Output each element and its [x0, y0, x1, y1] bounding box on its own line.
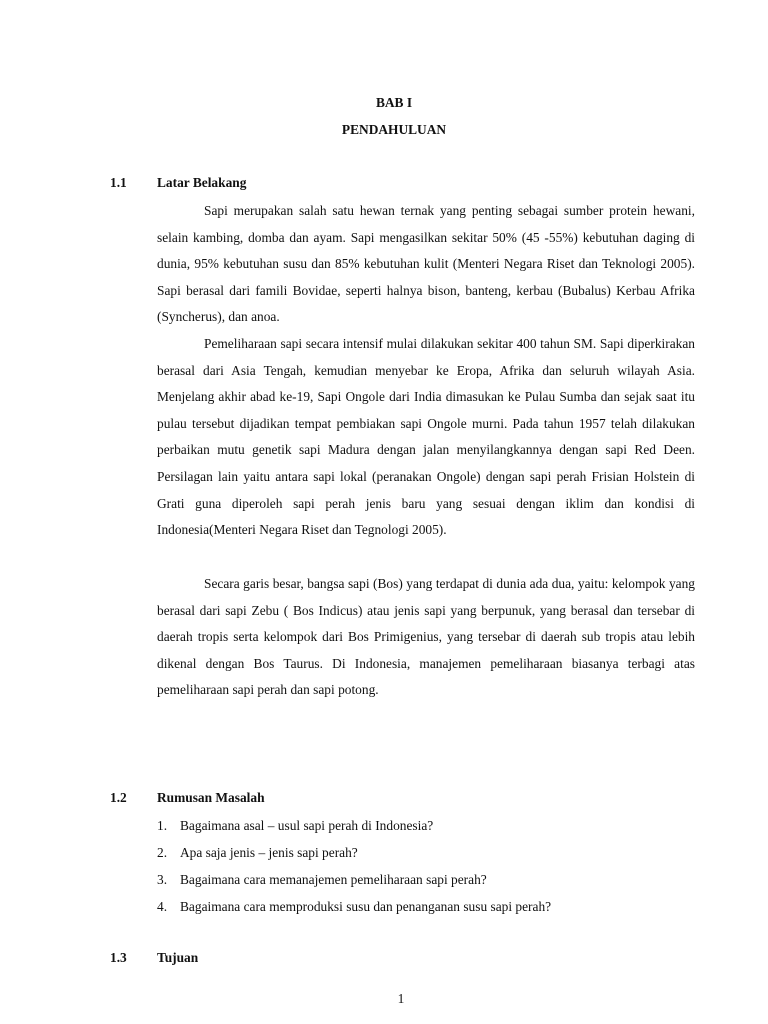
list-item [157, 812, 551, 839]
list-text: Bagaimana cara memanajemen pemeliharaan sapi perah? [180, 872, 487, 887]
list-number: 2. [157, 845, 168, 860]
list-text: Bagaimana asal – usul sapi perah di Indonesia? [180, 818, 434, 833]
paragraph: Pemeliharaan sapi secara intensif mulai dilakukan sekitar 400 tahun SM. Sapi diperkirakan berasal dari Asia Tengah, kemudian menyebar ke Eropa, Afrika dan seluruh wilayah Asia. Menjelang akhir abad ke-19, Sapi Ongole dari India dimasukan ke Pulau Sumba dan sejak saat itu pulau tersebut dijadikan tempat pembiakan sapi Ongole murni. Pada tahun 1957 telah dilakukan perbaikan mutu genetik sapi Madura dengan jalan menyilangkannya dengan sapi Red Deen. Persilagan lain yaitu antara sapi lokal (peranakan Ongole) dengan sapi perah Frisian Holstein di Grati guna diperoleh sapi perah jenis baru yang sesuai dengan iklim dan kondisi di Indonesia(Menteri Negara Riset dan Tegnologi 2005). [157, 336, 695, 538]
section-heading-latar-belakang [110, 175, 246, 191]
section-number: 1.2 [110, 790, 127, 805]
list-number: 1. [157, 818, 168, 833]
list-text: Apa saja jenis – jenis sapi perah? [180, 845, 358, 860]
list-item [157, 866, 551, 893]
section-heading-tujuan [110, 950, 198, 966]
section-title: Latar Belakang [157, 175, 247, 190]
page-number: 1 [397, 991, 405, 1006]
section-number: 1.3 [110, 950, 127, 965]
list-text: Bagaimana cara memproduksi susu dan penanganan susu sapi perah? [180, 899, 552, 914]
list-number: 4. [157, 899, 168, 914]
chapter-number: BAB I [375, 95, 413, 110]
list-number: 3. [157, 872, 168, 887]
section-number: 1.1 [110, 175, 127, 190]
section-title: Rumusan Masalah [157, 790, 265, 805]
section-heading-rumusan-masalah [110, 790, 265, 806]
paragraph: Secara garis besar, bangsa sapi (Bos) yang terdapat di dunia ada dua, yaitu: kelompok yang berasal dari sapi Zebu ( Bos Indicus) atau jenis sapi yang berpunuk, yang berasal dan tersebar di daerah tropis serta kelompok dari Bos Primigenius, yang tersebar di daerah sub tropis atau lebih dikenal dengan Bos Taurus. Di Indonesia, manajemen pemeliharaan biasanya terbagi atas pemeliharaan sapi perah dan sapi potong. [157, 576, 695, 698]
section-title: Tujuan [157, 950, 199, 965]
problem-list [157, 812, 551, 920]
list-item [157, 839, 551, 866]
list-item [157, 893, 551, 920]
paragraph: Sapi merupakan salah satu hewan ternak yang penting sebagai sumber protein hewani, selain kambing, domba dan ayam. Sapi mengasilkan sekitar 50% (45 -55%) kebutuhan daging di dunia, 95% kebutuhan susu dan 85% kebutuhan kulit (Menteri Negara Riset dan Teknologi 2005). Sapi berasal dari famili Bovidae, seperti halnya bison, banteng, kerbau (Bubalus) Kerbau Afrika (Syncherus), dan anoa. [157, 203, 695, 325]
chapter-title: PENDAHULUAN [341, 122, 447, 137]
